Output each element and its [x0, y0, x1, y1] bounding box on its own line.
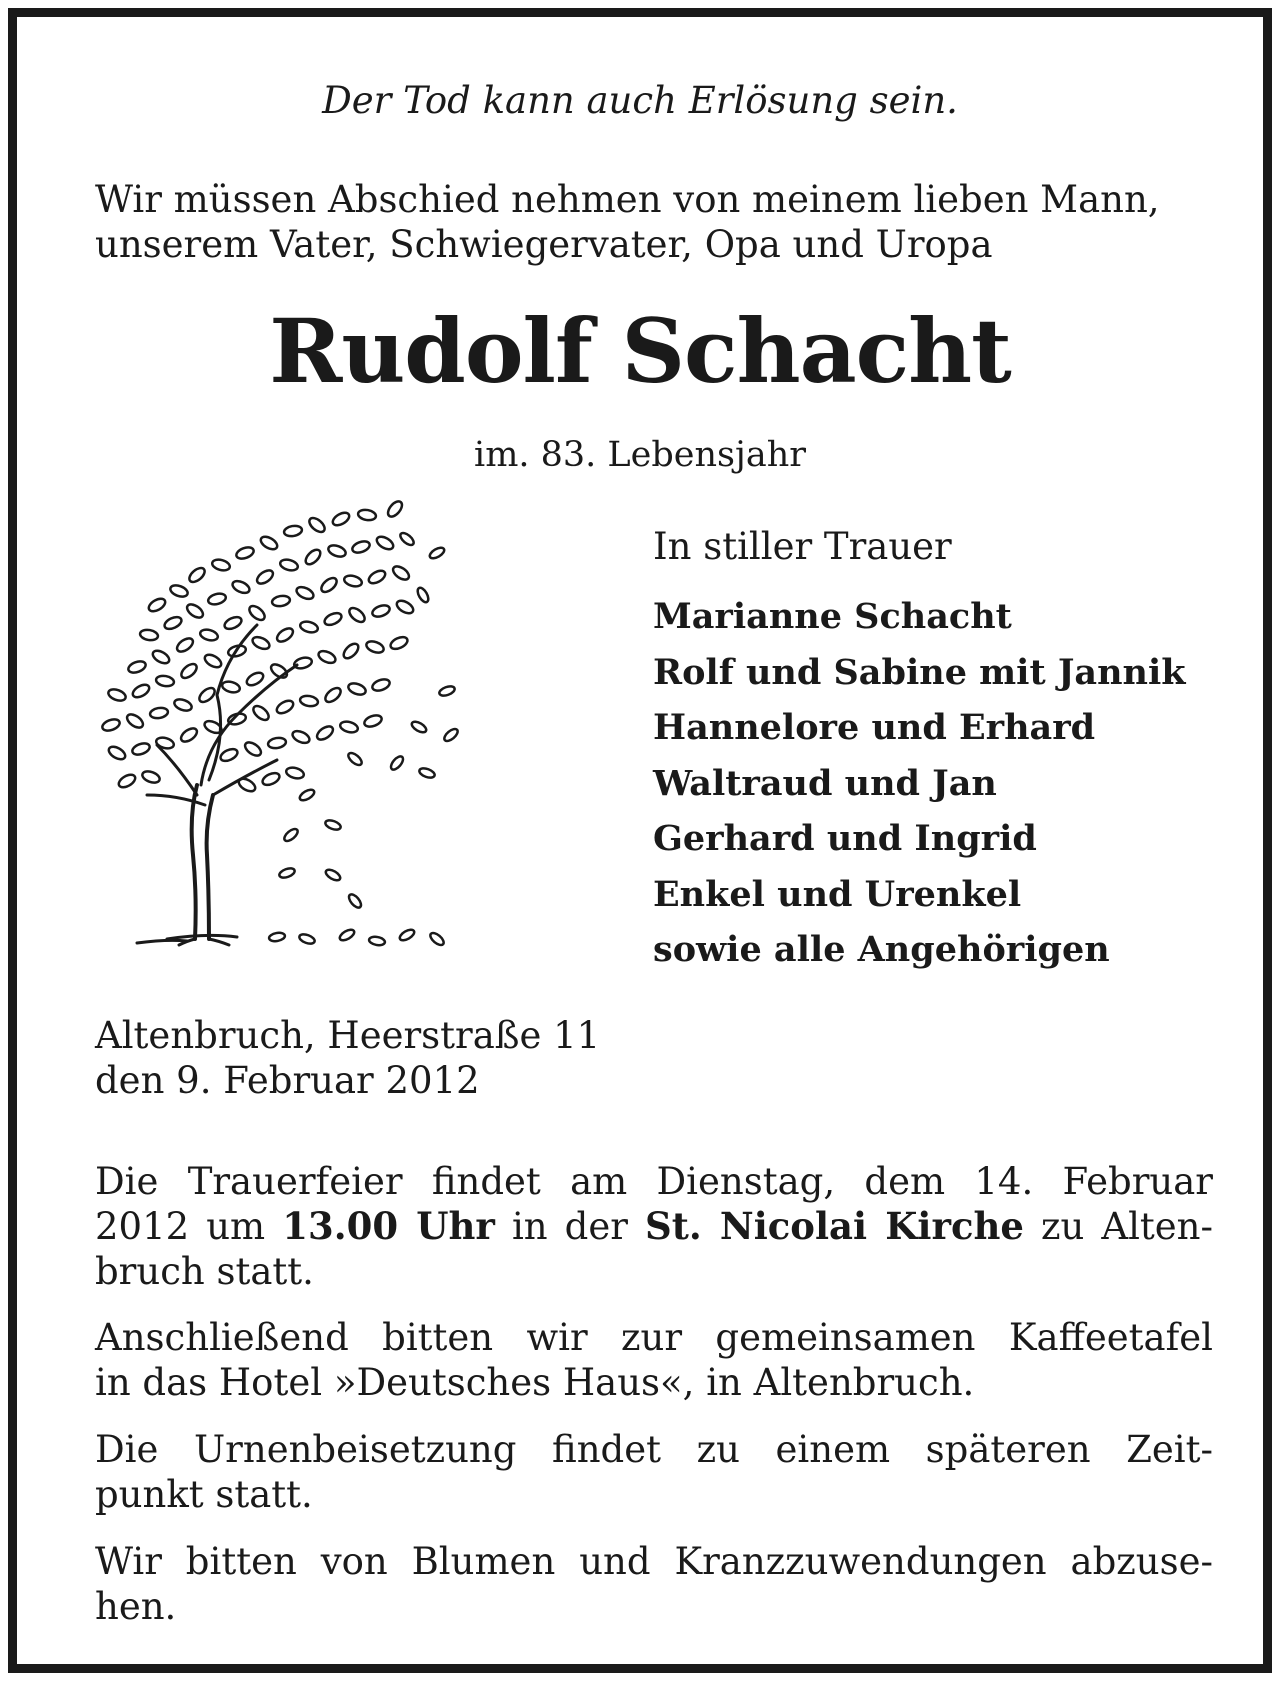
mourning-lead: In stiller Trauer — [653, 525, 952, 568]
leaves — [101, 499, 460, 947]
urn-line-1: Die Urnenbeisetzung findet zu einem späteren Zeit- — [95, 1428, 1213, 1471]
mourners-list — [653, 589, 1186, 978]
list-item: Hannelore und Erhard — [653, 707, 1096, 748]
intro-text — [95, 177, 1215, 267]
service-line-2b: in der — [494, 1205, 646, 1248]
service-line-2a: 2012 um — [95, 1205, 283, 1248]
service-church: St. Nicolai Kirche — [645, 1204, 1024, 1248]
intro-line-2: unserem Vater, Schwiegervater, Opa und Uropa — [95, 223, 993, 266]
service-paragraph — [95, 1159, 1213, 1294]
place-and-date — [95, 1013, 600, 1103]
deceased-name: Rudolf Schacht — [269, 299, 1011, 403]
list-item: Marianne Schacht — [653, 596, 1012, 637]
deceased-age: im. 83. Lebensjahr — [474, 435, 806, 475]
intro-line-1: Wir müssen Abschied nehmen von meinem lieben Mann, — [95, 178, 1160, 221]
urn-paragraph — [95, 1427, 1213, 1517]
service-time: 13.00 Uhr — [282, 1204, 495, 1248]
service-line-2c: zu Alten- — [1023, 1205, 1214, 1248]
service-line-2 — [95, 1204, 1213, 1249]
motto: Der Tod kann auch Erlösung sein. — [322, 79, 958, 122]
wind-blown-tree-icon — [97, 495, 497, 955]
coffee-line-1: Anschließend bitten wir zur gemeinsamen Kaffeetafel — [95, 1316, 1213, 1359]
flowers-line-2: hen. — [95, 1585, 177, 1628]
list-item: Waltraud und Jan — [653, 762, 997, 804]
service-line-1: Die Trauerfeier findet am Dienstag, dem 14. Februar — [95, 1160, 1213, 1203]
flowers-line-1: Wir bitten von Blumen und Kranzzuwendungen abzuse- — [95, 1540, 1213, 1583]
list-item: Rolf und Sabine mit Jannik — [653, 651, 1186, 693]
obituary-notice — [8, 8, 1272, 1673]
coffee-paragraph — [95, 1315, 1213, 1405]
list-item: sowie alle Angehörigen — [653, 929, 1110, 970]
address: Altenbruch, Heerstraße 11 — [95, 1014, 601, 1057]
date: den 9. Februar 2012 — [95, 1059, 480, 1102]
urn-line-2: punkt statt. — [95, 1473, 313, 1516]
list-item: Gerhard und Ingrid — [653, 818, 1037, 859]
coffee-line-2: in das Hotel »Deutsches Haus«, in Altenbruch. — [95, 1361, 975, 1404]
list-item: Enkel und Urenkel — [653, 873, 1022, 915]
service-line-3: bruch statt. — [95, 1250, 314, 1293]
flowers-paragraph — [95, 1539, 1213, 1629]
